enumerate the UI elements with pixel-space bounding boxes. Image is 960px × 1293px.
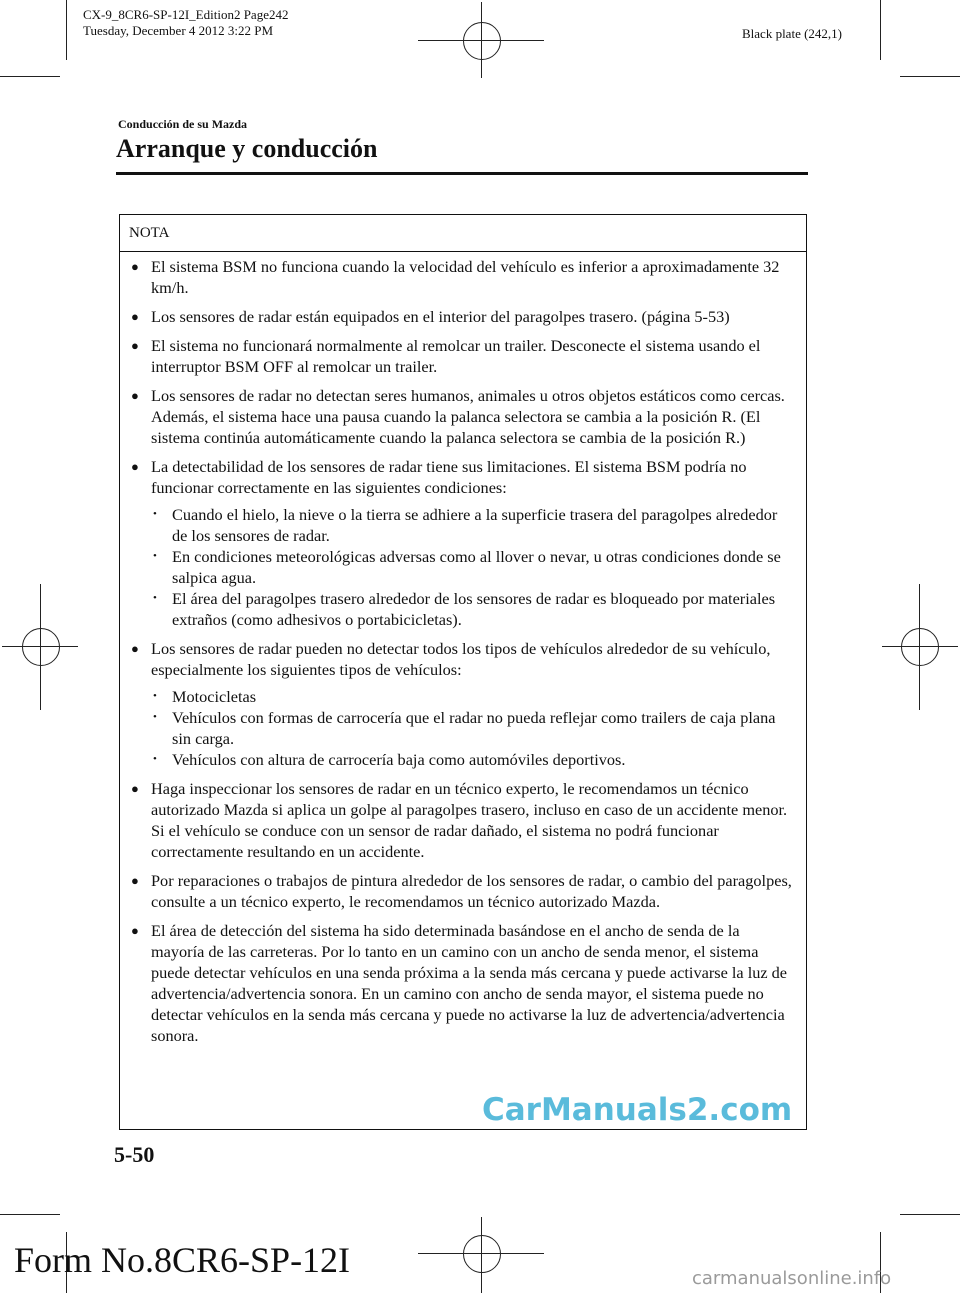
bullet-icon: ● <box>131 781 139 796</box>
note-box <box>119 214 807 1130</box>
note-item-text: El sistema BSM no funciona cuando la velocidad del vehículo es inferior a aproximadamente 32 km/h. <box>151 257 780 297</box>
note-sub-item-text: Motocicletas <box>172 687 257 706</box>
note-sub-item <box>151 504 794 546</box>
note-sub-item <box>151 546 794 588</box>
note-item-text: La detectabilidad de los sensores de radar tiene sus limitaciones. El sistema BSM podría no funcionar correctamente en las siguientes condiciones: <box>151 457 747 497</box>
sub-bullet-icon: • <box>153 550 157 562</box>
bullet-icon: ● <box>131 873 139 888</box>
section-title: Conducción de su Mazda <box>118 117 248 131</box>
watermark-site: carmanualsonline.info <box>692 1268 892 1289</box>
note-item <box>130 385 794 448</box>
note-item <box>130 456 794 630</box>
note-item-text: Los sensores de radar pueden no detectar todos los tipos de vehículos alrededor de su vehículo, especialmente los siguientes tipos de vehículos: <box>151 639 771 679</box>
bullet-icon: ● <box>131 459 139 474</box>
note-item-text: Por reparaciones o trabajos de pintura alrededor de los sensores de radar, o cambio del paragolpes, consulte a un técnico experto, le recomendamos un técnico autorizado Mazda. <box>151 871 792 911</box>
plate-info: Black plate (242,1) <box>742 26 842 41</box>
chapter-title: Arranque y conducción <box>116 134 378 163</box>
note-sub-item-text: En condiciones meteorológicas adversas como al llover o nevar, u otras condiciones donde se salpica agua. <box>172 547 781 587</box>
registration-mark-right <box>901 628 939 666</box>
note-sub-item <box>151 749 794 770</box>
sub-bullet-icon: • <box>153 592 157 604</box>
note-title: NOTA <box>120 215 806 252</box>
sub-bullet-icon: • <box>153 711 157 723</box>
bullet-icon: ● <box>131 923 139 938</box>
form-number: Form No.8CR6-SP-12I <box>14 1240 351 1280</box>
note-sub-item-text: Cuando el hielo, la nieve o la tierra se adhiere a la superficie trasera del paragolpes alrededor de los sensores de radar. <box>172 505 778 545</box>
bullet-icon: ● <box>131 309 139 324</box>
note-item <box>130 870 794 912</box>
page-number: 5-50 <box>114 1142 155 1167</box>
note-item <box>130 256 794 298</box>
note-sub-item <box>151 686 794 707</box>
note-sub-item <box>151 707 794 749</box>
print-info-file: CX-9_8CR6-SP-12I_Edition2 Page242 <box>83 7 289 22</box>
print-info <box>83 7 288 39</box>
sub-bullet-icon: • <box>153 508 157 520</box>
registration-mark-left <box>22 628 60 666</box>
note-sub-item-text: El área del paragolpes trasero alrededor de los sensores de radar es bloqueado por materiales extraños (como adhesivos o portabicicletas). <box>172 589 776 629</box>
note-sub-item-text: Vehículos con formas de carrocería que el radar no pueda reflejar como trailers de caja plana sin carga. <box>172 708 776 748</box>
note-sub-item <box>151 588 794 630</box>
sub-bullet-icon: • <box>153 690 157 702</box>
note-sub-list <box>151 504 794 630</box>
note-item <box>130 335 794 377</box>
note-sub-item-text: Vehículos con altura de carrocería baja como automóviles deportivos. <box>172 750 626 769</box>
header-rule <box>116 172 808 175</box>
bullet-icon: ● <box>131 259 139 274</box>
watermark-carmanuals: CarManuals2.com <box>482 1092 793 1128</box>
note-sub-list <box>151 686 794 770</box>
registration-mark-top <box>463 22 501 60</box>
note-item-text: El área de detección del sistema ha sido determinada basándose en el ancho de senda de la mayoría de las carreteras. Por lo tanto en un camino con un ancho de senda menor, el sistema puede detectar vehículos en una senda próxima a la senda más cercana y puede activarse la luz de advertencia/advertencia sonora. En un camino con ancho de senda mayor, el sistema puede no detectar vehículos en la senda más cercana y puede no activarse la luz de advertencia/advertencia sonora. <box>151 921 788 1045</box>
note-item-text: Los sensores de radar están equipados en el interior del paragolpes trasero. (página 5-53) <box>151 307 730 326</box>
note-item <box>130 306 794 327</box>
sub-bullet-icon: • <box>153 753 157 765</box>
bullet-icon: ● <box>131 388 139 403</box>
note-item <box>130 638 794 770</box>
note-item-text: El sistema no funcionará normalmente al remolcar un trailer. Desconecte el sistema usando el interruptor BSM OFF al remolcar un trailer. <box>151 336 761 376</box>
registration-mark-bottom <box>463 1235 501 1273</box>
note-item <box>130 920 794 1046</box>
bullet-icon: ● <box>131 641 139 656</box>
print-info-date: Tuesday, December 4 2012 3:22 PM <box>83 23 274 38</box>
note-item-text: Los sensores de radar no detectan seres humanos, animales u otros objetos estáticos como cercas. Además, el sistema hace una pausa cuando la palanca selectora se cambia a la posición R. (El sistema continúa automáticamente cuando la palanca selectora se cambia de la posición R.) <box>151 386 785 447</box>
note-item <box>130 778 794 862</box>
note-body <box>120 252 806 1046</box>
bullet-icon: ● <box>131 338 139 353</box>
note-item-text: Haga inspeccionar los sensores de radar en un técnico experto, le recomendamos un técnico autorizado Mazda si aplica un golpe al paragolpes trasero, incluso en caso de un accidente menor. Si el vehículo se conduce con un sensor de radar dañado, el sistema no podrá funcionar correctamente resultando en un accidente. <box>151 779 788 861</box>
